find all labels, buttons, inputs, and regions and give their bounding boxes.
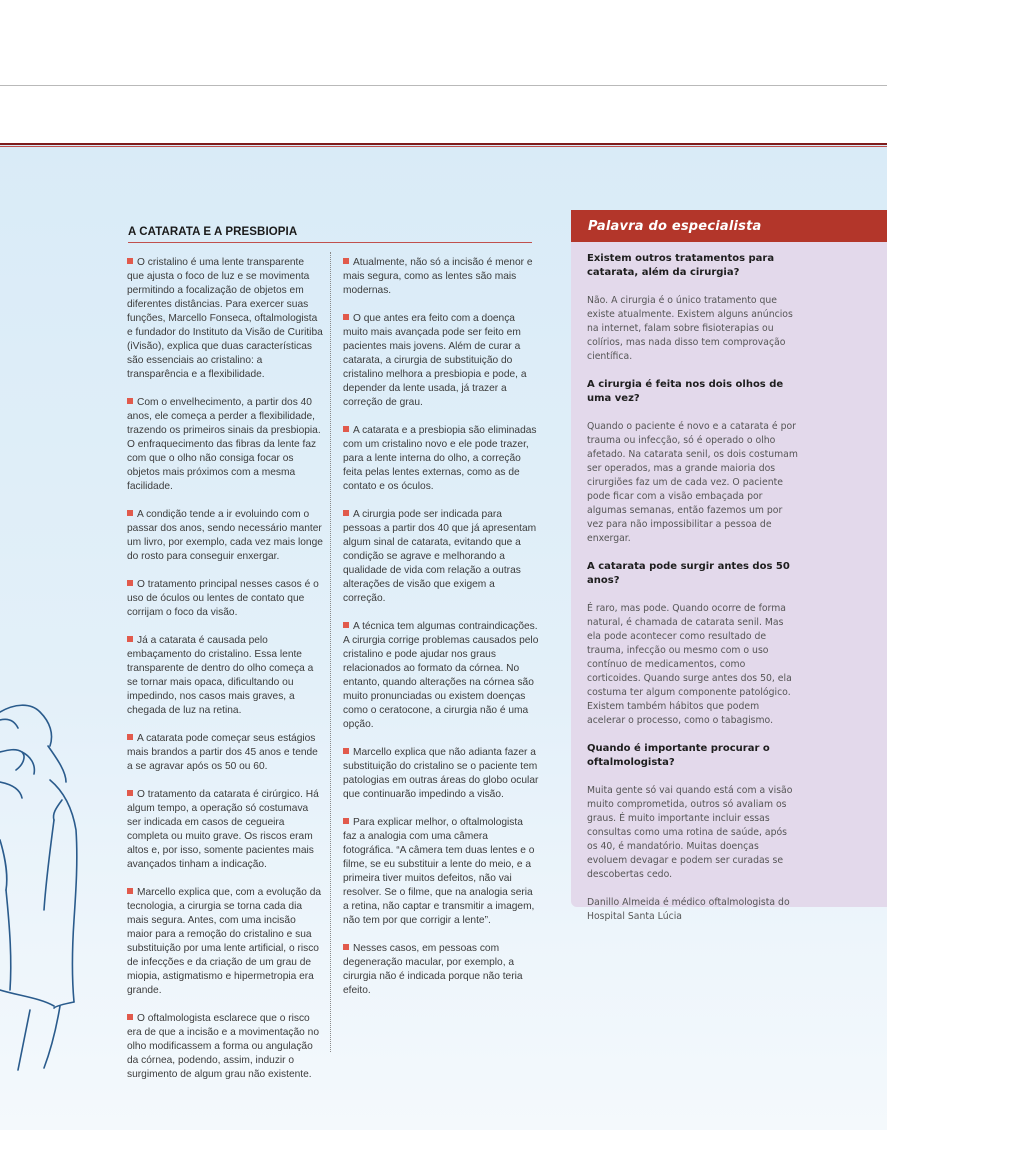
panel-top-rule [0,143,887,145]
square-bullet-icon [343,748,349,754]
paragraph: Nesses casos, em pessoas com degeneração macular, por exemplo, a cirurgia não é indicada porque não teria efeito. [343,943,523,996]
square-bullet-icon [343,944,349,950]
question: A cirurgia é feita nos dois olhos de uma vez? [587,379,784,404]
paragraph: Com o envelhecimento, a partir dos 40 anos, ele começa a perder a flexibilidade, trazendo os primeiros sinais da presbiopia. O enfraquecimento das fibras da lente faz com que o olho não consiga focar os objetos mais próximos com a mesma facilidade. [127,397,321,492]
author-signature: Danillo Almeida é médico oftalmologista do Hospital Santa Lúcia [587,897,790,922]
paragraph: O tratamento principal nesses casos é o uso de óculos ou lentes de contato que corrijam o foco da visão. [127,579,319,618]
question: A catarata pode surgir antes dos 50 anos? [587,561,790,586]
square-bullet-icon [127,580,133,586]
paragraph: A condição tende a ir evoluindo com o passar dos anos, sendo necessário manter um livro, por exemplo, cada vez mais longe do rosto para conseguir enxergar. [127,509,323,562]
article-column-2 [343,256,539,1012]
paragraph: A catarata pode começar seus estágios mais brandos a partir dos 45 anos e tende a se agravar após os 50 ou 60. [127,733,318,772]
paragraph: O que antes era feito com a doença muito mais avançada pode ser feito em pacientes mais jovens. Além de curar a catarata, a cirurgia de substituição do cristalino melhora a presbiopia e pode, a depender da lente usada, já trazer a correção de grau. [343,313,527,408]
top-rule [0,85,887,86]
answer: Quando o paciente é novo e a catarata é por trauma ou infecção, só é operado o olho afetado. Na catarata senil, os dois costumam ser operados, mas a grande maioria dos cirurgiões faz um de cada vez. O paciente pode ficar com a visão embaçada por algumas semanas, então fazemos um por vez para não impossibilitar a pessoa de enxergar. [587,421,798,544]
square-bullet-icon [127,636,133,642]
square-bullet-icon [127,888,133,894]
paragraph: O tratamento da catarata é cirúrgico. Há algum tempo, a operação só costumava ser indicada em casos de cegueira completa ou muito grave. Os riscos eram altos e, por isso, somente pacientes mais avançados tinham a indicação. [127,789,319,870]
square-bullet-icon [343,426,349,432]
square-bullet-icon [127,510,133,516]
square-bullet-icon [343,818,349,824]
square-bullet-icon [343,314,349,320]
square-bullet-icon [343,510,349,516]
section-title: A CATARATA E A PRESBIOPIA [128,226,298,238]
question: Quando é importante procurar o oftalmologista? [587,743,770,768]
answer: É raro, mas pode. Quando ocorre de forma natural, é chamada de catarata senil. Mas ela pode acontecer como resultado de trauma, infecção ou mesmo com o uso contínuo de medicamentos, como corticoides. Quando surge antes dos 50, ela costuma ter algum componente patológico. Existem também hábitos que podem acelerar o processo, como o tabagismo. [587,603,792,726]
square-bullet-icon [127,734,133,740]
section-underline [128,242,532,243]
paragraph: A catarata e a presbiopia são eliminadas com um cristalino novo e ele pode trazer, para a lente interna do olho, a correção feita pelas lentes externas, como as de contato e os óculos. [343,425,537,492]
article-column-1 [127,256,323,1096]
paragraph: Atualmente, não só a incisão é menor e mais segura, como as lentes são mais modernas. [343,257,533,296]
square-bullet-icon [127,398,133,404]
paragraph: A técnica tem algumas contraindicações. A cirurgia corrige problemas causados pelo cristalino e pode ajudar nos graus relacionados ao formato da córnea. No entanto, quando alterações na córnea são muito pronunciadas ou existem doenças como o ceratocone, a cirurgia não é uma opção. [343,621,539,730]
square-bullet-icon [127,258,133,264]
square-bullet-icon [343,622,349,628]
sidebar-header [571,210,887,242]
panel-top-rule-accent [0,146,887,147]
square-bullet-icon [127,790,133,796]
sidebar-body [571,242,887,924]
column-divider [330,252,331,1052]
paragraph: Já a catarata é causada pelo embaçamento do cristalino. Essa lente transparente de dentro do olho começa a se tornar mais opaca, dificultando ou impedindo, nos casos mais graves, a chegada de luz na retina. [127,635,314,716]
answer: Não. A cirurgia é o único tratamento que existe atualmente. Existem alguns anúncios na internet, falam sobre fisioterapias ou colírios, mas nada disso tem comprovação científica. [587,295,793,362]
paragraph: O cristalino é uma lente transparente que ajusta o foco de luz e se movimenta permitindo a focalização de objetos em diferentes distâncias. Para exercer suas funções, Marcello Fonseca, oftalmologista e fundador do Instituto da Visão de Curitiba (iVisão), explica que duas características são essenciais ao cristalino: a transparência e a flexibilidade. [127,257,323,380]
doctor-illustration [0,690,120,1080]
answer: Muita gente só vai quando está com a visão muito comprometida, outros só avaliam os graus. É muito importante incluir essas consultas como uma rotina de saúde, após os 40, é mandatório. Muitas doenças evoluem devagar e podem ser curadas se descobertas cedo. [587,785,793,880]
sidebar-title: Palavra do especialista [588,218,762,234]
paragraph: O oftalmologista esclarece que o risco era de que a incisão e a movimentação no olho modificassem a forma ou angulação da córnea, podendo, assim, induzir o surgimento de algum grau não existente. [127,1013,319,1080]
square-bullet-icon [127,1014,133,1020]
expert-sidebar [571,210,887,922]
paragraph: Para explicar melhor, o oftalmologista faz a analogia com uma câmera fotográfica. “A câmera tem duas lentes e o filme, se eu substituir a lente do meio, e a primeira tiver muitos defeitos, não vai resolver. Se o filme, que na analogia seria a retina, não captar e transmitir a imagem, não tem por que corrigir a lente”. [343,817,535,926]
question: Existem outros tratamentos para catarata, além da cirurgia? [587,253,775,278]
paragraph: Marcello explica que não adianta fazer a substituição do cristalino se o paciente tem patologias em outras áreas do globo ocular que continuarão impedindo a visão. [343,747,539,800]
square-bullet-icon [343,258,349,264]
paragraph: A cirurgia pode ser indicada para pessoas a partir dos 40 que já apresentam algum sinal de catarata, evitando que a condição se agrave e melhorando a qualidade de vida com relação a outras alterações de visão que exigem a correção. [343,509,537,604]
paragraph: Marcello explica que, com a evolução da tecnologia, a cirurgia se torna cada dia mais segura. Antes, com uma incisão maior para a remoção do cristalino e sua substituição por uma lente artificial, o risco de infecções e da criação de um grau de miopia, astigmatismo e hipermetropia era grande. [127,887,322,996]
